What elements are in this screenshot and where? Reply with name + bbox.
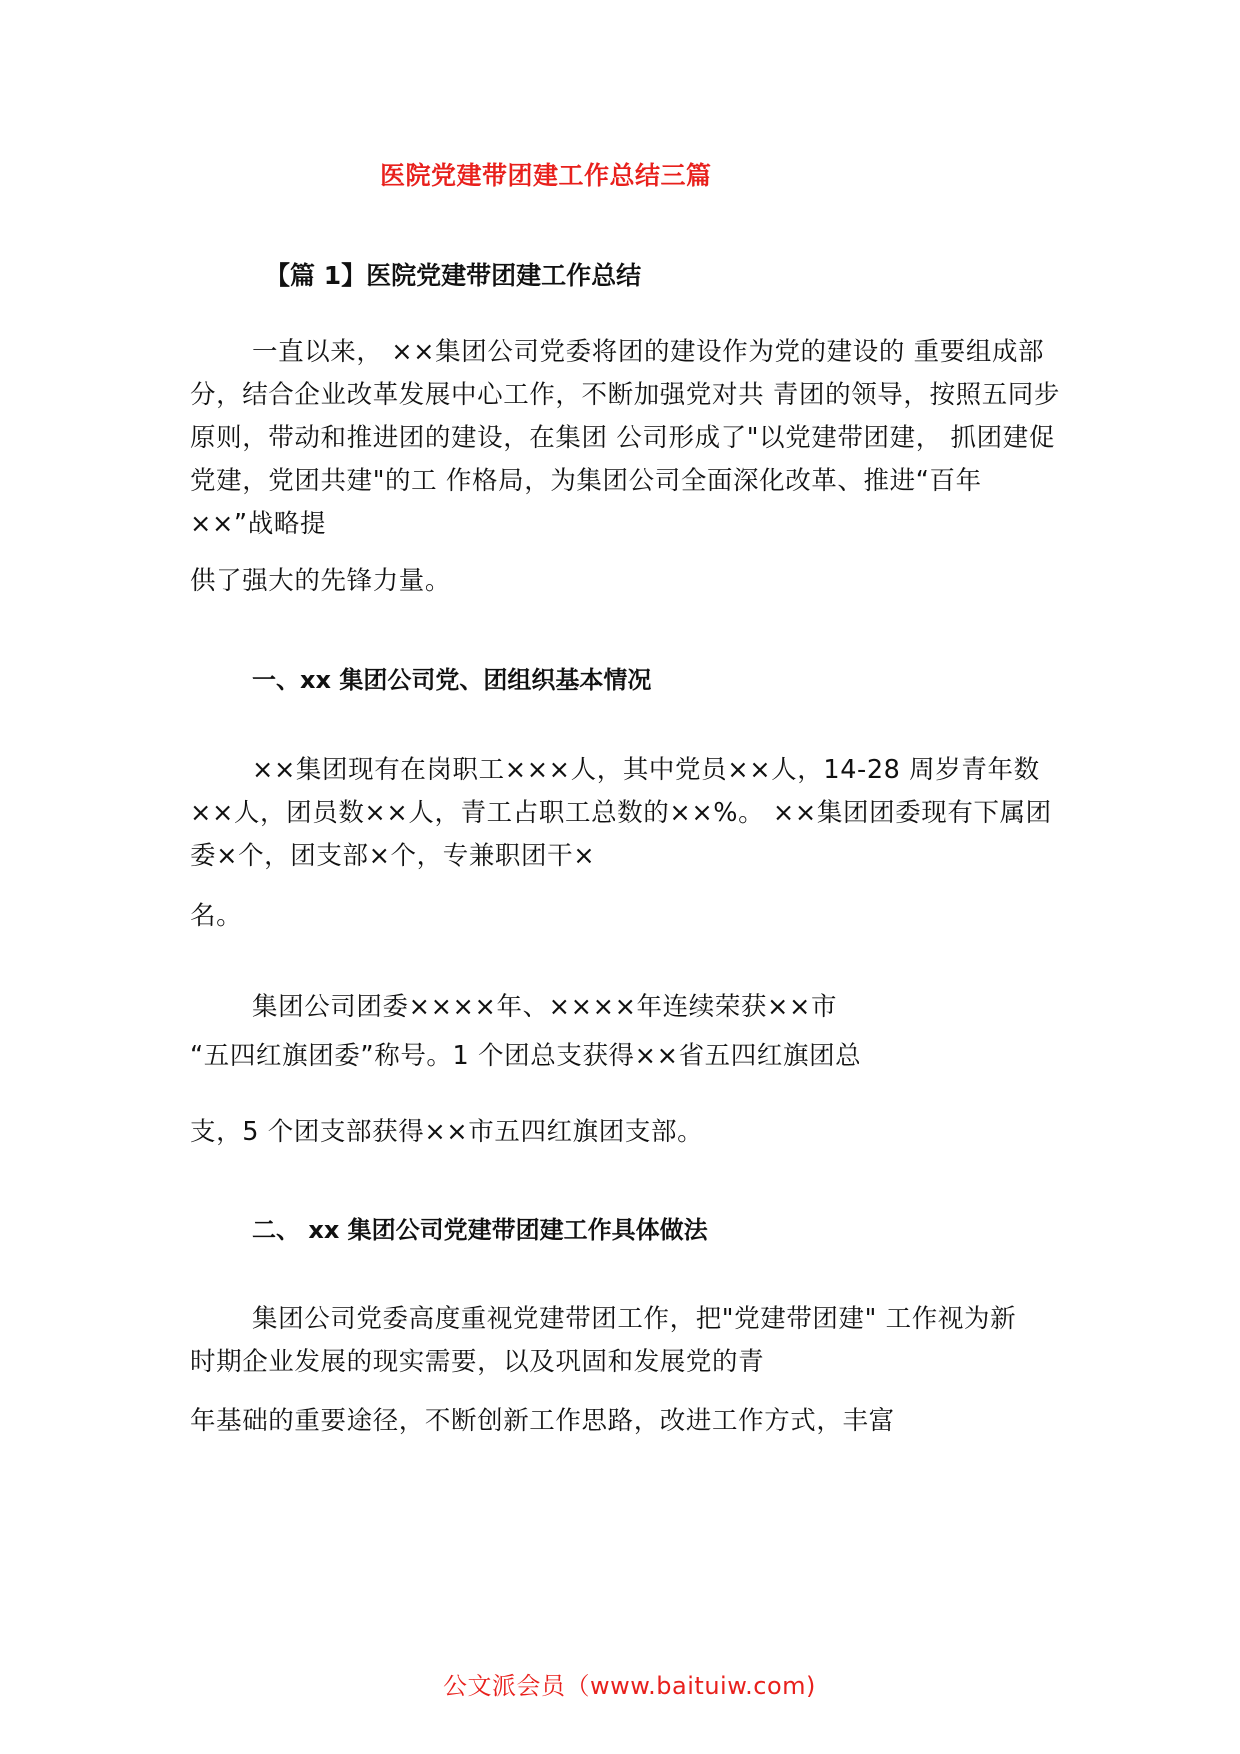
section2-line-2: 时期企业发展的现实需要，以及巩固和发展党的青 [190, 1347, 765, 1377]
section1-line-7: 支，5 个团支部获得××市五四红旗团支部。 [190, 1117, 704, 1147]
intro-line-6: 供了强大的先锋力量。 [190, 566, 452, 596]
section2-line-1: 集团公司党委高度重视党建带团工作，把"党建带团建" 工作视为新 [252, 1304, 1017, 1334]
section2-line-3: 年基础的重要途径，不断创新工作思路，改进工作方式，丰富 [190, 1406, 895, 1436]
heading-2: 二、 xx 集团公司党建带团建工作具体做法 [252, 1216, 708, 1244]
document-title: 医院党建带团建工作总结三篇 [380, 161, 712, 190]
section1-line-5: 集团公司团委××××年、××××年连续荣获××市 [252, 992, 838, 1022]
intro-line-2: 分，结合企业改革发展中心工作，不断加强党对共 青团的领导，按照五同步 [190, 380, 1061, 410]
section-heading: 【篇 1】医院党建带团建工作总结 [265, 261, 642, 290]
section1-line-4: 名。 [190, 901, 243, 931]
section1-line-2: ××人，团员数××人，青工占职工总数的××%。 ××集团团委现有下属团 [190, 798, 1052, 828]
intro-line-1: 一直以来， ××集团公司党委将团的建设作为党的建设的 重要组成部 [252, 337, 1045, 367]
intro-line-5: ××”战略提 [190, 509, 327, 539]
footer-watermark[interactable]: 公文派会员（www.baituiw.com) [443, 1672, 816, 1700]
intro-line-3: 原则，带动和推进团的建设，在集团 公司形成了"以党建带团建， 抓团建促 [190, 423, 1055, 453]
section1-line-3: 委×个，团支部×个，专兼职团干× [190, 841, 596, 871]
section1-line-6: “五四红旗团委”称号。1 个团总支获得××省五四红旗团总 [190, 1041, 862, 1071]
section1-line-1: ××集团现有在岗职工×××人，其中党员××人，14-28 周岁青年数 [252, 755, 1040, 785]
intro-line-4: 党建，党团共建"的工 作格局，为集团公司全面深化改革、推进“百年 [190, 466, 982, 496]
heading-1: 一、xx 集团公司党、团组织基本情况 [252, 666, 652, 694]
